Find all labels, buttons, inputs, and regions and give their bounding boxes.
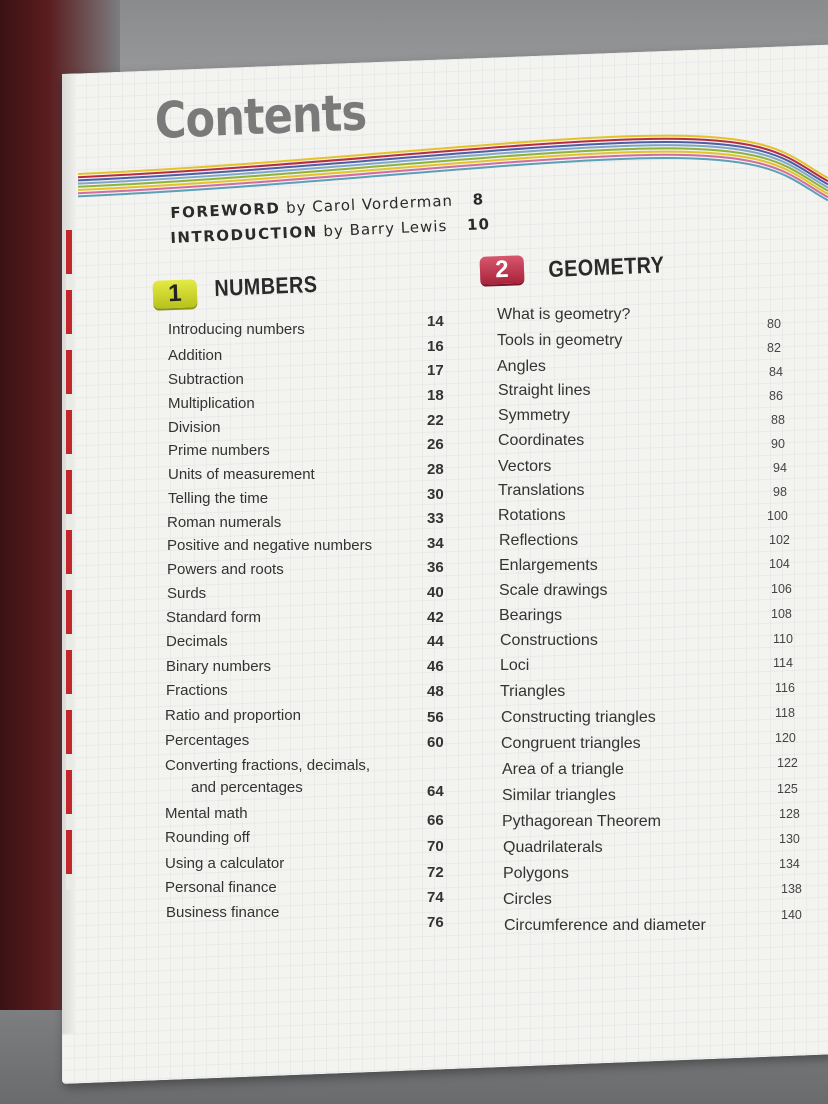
introduction-label: INTRODUCTION xyxy=(170,222,319,247)
toc-entry-page: 134 xyxy=(779,857,800,871)
toc-entry-label: Prime numbers xyxy=(168,442,270,459)
toc-entry-label: Similar triangles xyxy=(502,787,616,804)
toc-entry-label: Ratio and proportion xyxy=(165,707,301,724)
toc-entry-page: 72 xyxy=(427,864,444,881)
toc-entry-label: Mental math xyxy=(165,805,248,822)
toc-entry-label: Binary numbers xyxy=(166,658,272,675)
toc-entry-label: Symmetry xyxy=(498,407,570,424)
toc-entry-page: 130 xyxy=(779,832,800,846)
toc-entry-page: 36 xyxy=(427,559,444,576)
toc-entry-label: Vectors xyxy=(498,458,552,475)
toc-entry-label: Units of measurement xyxy=(168,466,315,483)
toc-entry-page: 122 xyxy=(777,756,798,770)
toc-entry-label: Polygons xyxy=(503,865,569,882)
toc-entry-page: 56 xyxy=(427,709,444,726)
toc-entry-label: Percentages xyxy=(165,732,250,749)
toc-entry-page: 16 xyxy=(427,338,444,355)
toc-entry-label: Triangles xyxy=(500,683,566,700)
toc-entry-page: 66 xyxy=(427,812,444,829)
section-number-badge: 2 xyxy=(480,255,525,285)
toc-entry-page: 88 xyxy=(771,413,785,427)
toc-entry-page: 128 xyxy=(779,807,800,821)
toc-entry-page: 44 xyxy=(427,633,444,650)
toc-entry-page: 114 xyxy=(773,656,793,670)
toc-entry-label: Surds xyxy=(167,585,207,602)
toc-entry-label: Rotations xyxy=(498,507,566,524)
toc-entry-label: Pythagorean Theorem xyxy=(502,813,661,830)
toc-entry-page: 116 xyxy=(775,681,795,695)
introduction-author: by Barry Lewis xyxy=(323,216,448,241)
toc-entry-label: Multiplication xyxy=(168,395,255,412)
toc-entry-page: 118 xyxy=(775,706,795,720)
toc-entry-label: Loci xyxy=(500,657,530,674)
toc-entry-page: 46 xyxy=(427,658,444,675)
toc-entry-label: Converting fractions, decimals, xyxy=(165,757,371,774)
toc-entry-page: 42 xyxy=(427,609,444,626)
toc-entry-page: 18 xyxy=(427,387,444,404)
decorative-stripes xyxy=(78,122,828,202)
toc-entry-label: Decimals xyxy=(166,633,228,650)
toc-entry-page: 60 xyxy=(427,734,444,751)
toc-entry-label: Business finance xyxy=(166,904,280,921)
toc-entry-page: 84 xyxy=(769,365,783,379)
toc-entry-label: Constructions xyxy=(500,632,598,649)
toc-entry-label: Rounding off xyxy=(165,829,250,846)
toc-entry-label: Standard form xyxy=(166,609,262,626)
toc-entry-page: 74 xyxy=(427,889,444,906)
toc-entry-label: Fractions xyxy=(166,682,228,699)
toc-entry-page: 106 xyxy=(771,582,792,596)
toc-entry-label: Quadrilaterals xyxy=(503,839,603,856)
toc-entry-label: Telling the time xyxy=(168,490,269,507)
toc-entry-label: Tools in geometry xyxy=(497,332,623,349)
toc-entry-label: Powers and roots xyxy=(167,561,284,578)
toc-entry-label: Personal finance xyxy=(165,879,277,896)
toc-entry-page: 110 xyxy=(773,632,793,646)
toc-entry-page: 30 xyxy=(427,486,444,503)
toc-entry-page: 104 xyxy=(769,557,790,571)
toc-entry-page: 108 xyxy=(771,607,792,621)
toc-entry-page: 17 xyxy=(427,362,444,379)
toc-entry-label: Coordinates xyxy=(498,432,585,449)
section-title-numbers: NUMBERS xyxy=(214,270,318,301)
toc-entry-label: Scale drawings xyxy=(499,582,608,599)
toc-entry-page: 100 xyxy=(767,509,788,523)
toc-entry-page: 138 xyxy=(781,882,802,896)
foreword-author: by Carol Vorderman xyxy=(285,191,454,217)
toc-entry-label-continued: and percentages xyxy=(191,779,303,796)
toc-entry-page: 98 xyxy=(773,485,787,499)
toc-entry-label: Bearings xyxy=(499,607,563,624)
toc-entry-page: 22 xyxy=(427,412,444,429)
toc-entry-label: What is geometry? xyxy=(497,306,631,323)
toc-entry-page: 82 xyxy=(767,341,781,355)
toc-entry-page: 86 xyxy=(769,389,783,403)
toc-entry-label: Straight lines xyxy=(498,382,591,399)
spine-red-marks xyxy=(66,230,72,890)
toc-entry-label: Circumference and diameter xyxy=(504,917,706,934)
toc-entry-page: 64 xyxy=(427,783,444,800)
section-title-geometry: GEOMETRY xyxy=(548,251,665,282)
toc-entry-label: Division xyxy=(168,419,221,436)
toc-entry-label: Constructing triangles xyxy=(501,709,656,726)
toc-entry-label: Circles xyxy=(503,891,552,908)
toc-entry-label: Reflections xyxy=(499,532,579,549)
toc-entry-label: Enlargements xyxy=(499,557,598,574)
toc-entry-page: 125 xyxy=(777,782,798,796)
toc-entry-label: Addition xyxy=(168,347,223,364)
toc-entry-label: Roman numerals xyxy=(167,514,282,531)
toc-entry-label: Area of a triangle xyxy=(502,761,624,778)
toc-entry-page: 34 xyxy=(427,535,444,552)
toc-entry-page: 80 xyxy=(767,317,781,331)
toc-entry-label: Congruent triangles xyxy=(501,735,641,752)
foreword-page: 8 xyxy=(472,190,485,209)
toc-entry-page: 102 xyxy=(769,533,790,547)
toc-entry-label: Positive and negative numbers xyxy=(167,537,373,554)
introduction-page: 10 xyxy=(466,215,491,235)
toc-entry-page: 120 xyxy=(775,731,796,745)
toc-entry-label: Introducing numbers xyxy=(168,321,305,338)
toc-entry-page: 48 xyxy=(427,683,444,700)
toc-entry-page: 14 xyxy=(427,313,444,330)
toc-entry-label: Angles xyxy=(497,358,546,375)
toc-entry-label: Translations xyxy=(498,482,585,499)
page-title: Contents xyxy=(154,83,367,150)
toc-entry-page: 94 xyxy=(773,461,787,475)
toc-entry-page: 90 xyxy=(771,437,785,451)
toc-entry-page: 76 xyxy=(427,914,444,931)
toc-entry-page: 140 xyxy=(781,908,802,922)
toc-entry-page: 26 xyxy=(427,436,444,453)
section-number-badge: 1 xyxy=(153,279,198,309)
foreword-label: FOREWORD xyxy=(170,199,281,222)
toc-entry-page: 70 xyxy=(427,838,444,855)
toc-entry-label: Subtraction xyxy=(168,371,244,388)
toc-entry-page: 28 xyxy=(427,461,444,478)
toc-entry-page: 33 xyxy=(427,510,444,527)
toc-entry-label: Using a calculator xyxy=(165,855,285,872)
toc-entry-page: 40 xyxy=(427,584,444,601)
